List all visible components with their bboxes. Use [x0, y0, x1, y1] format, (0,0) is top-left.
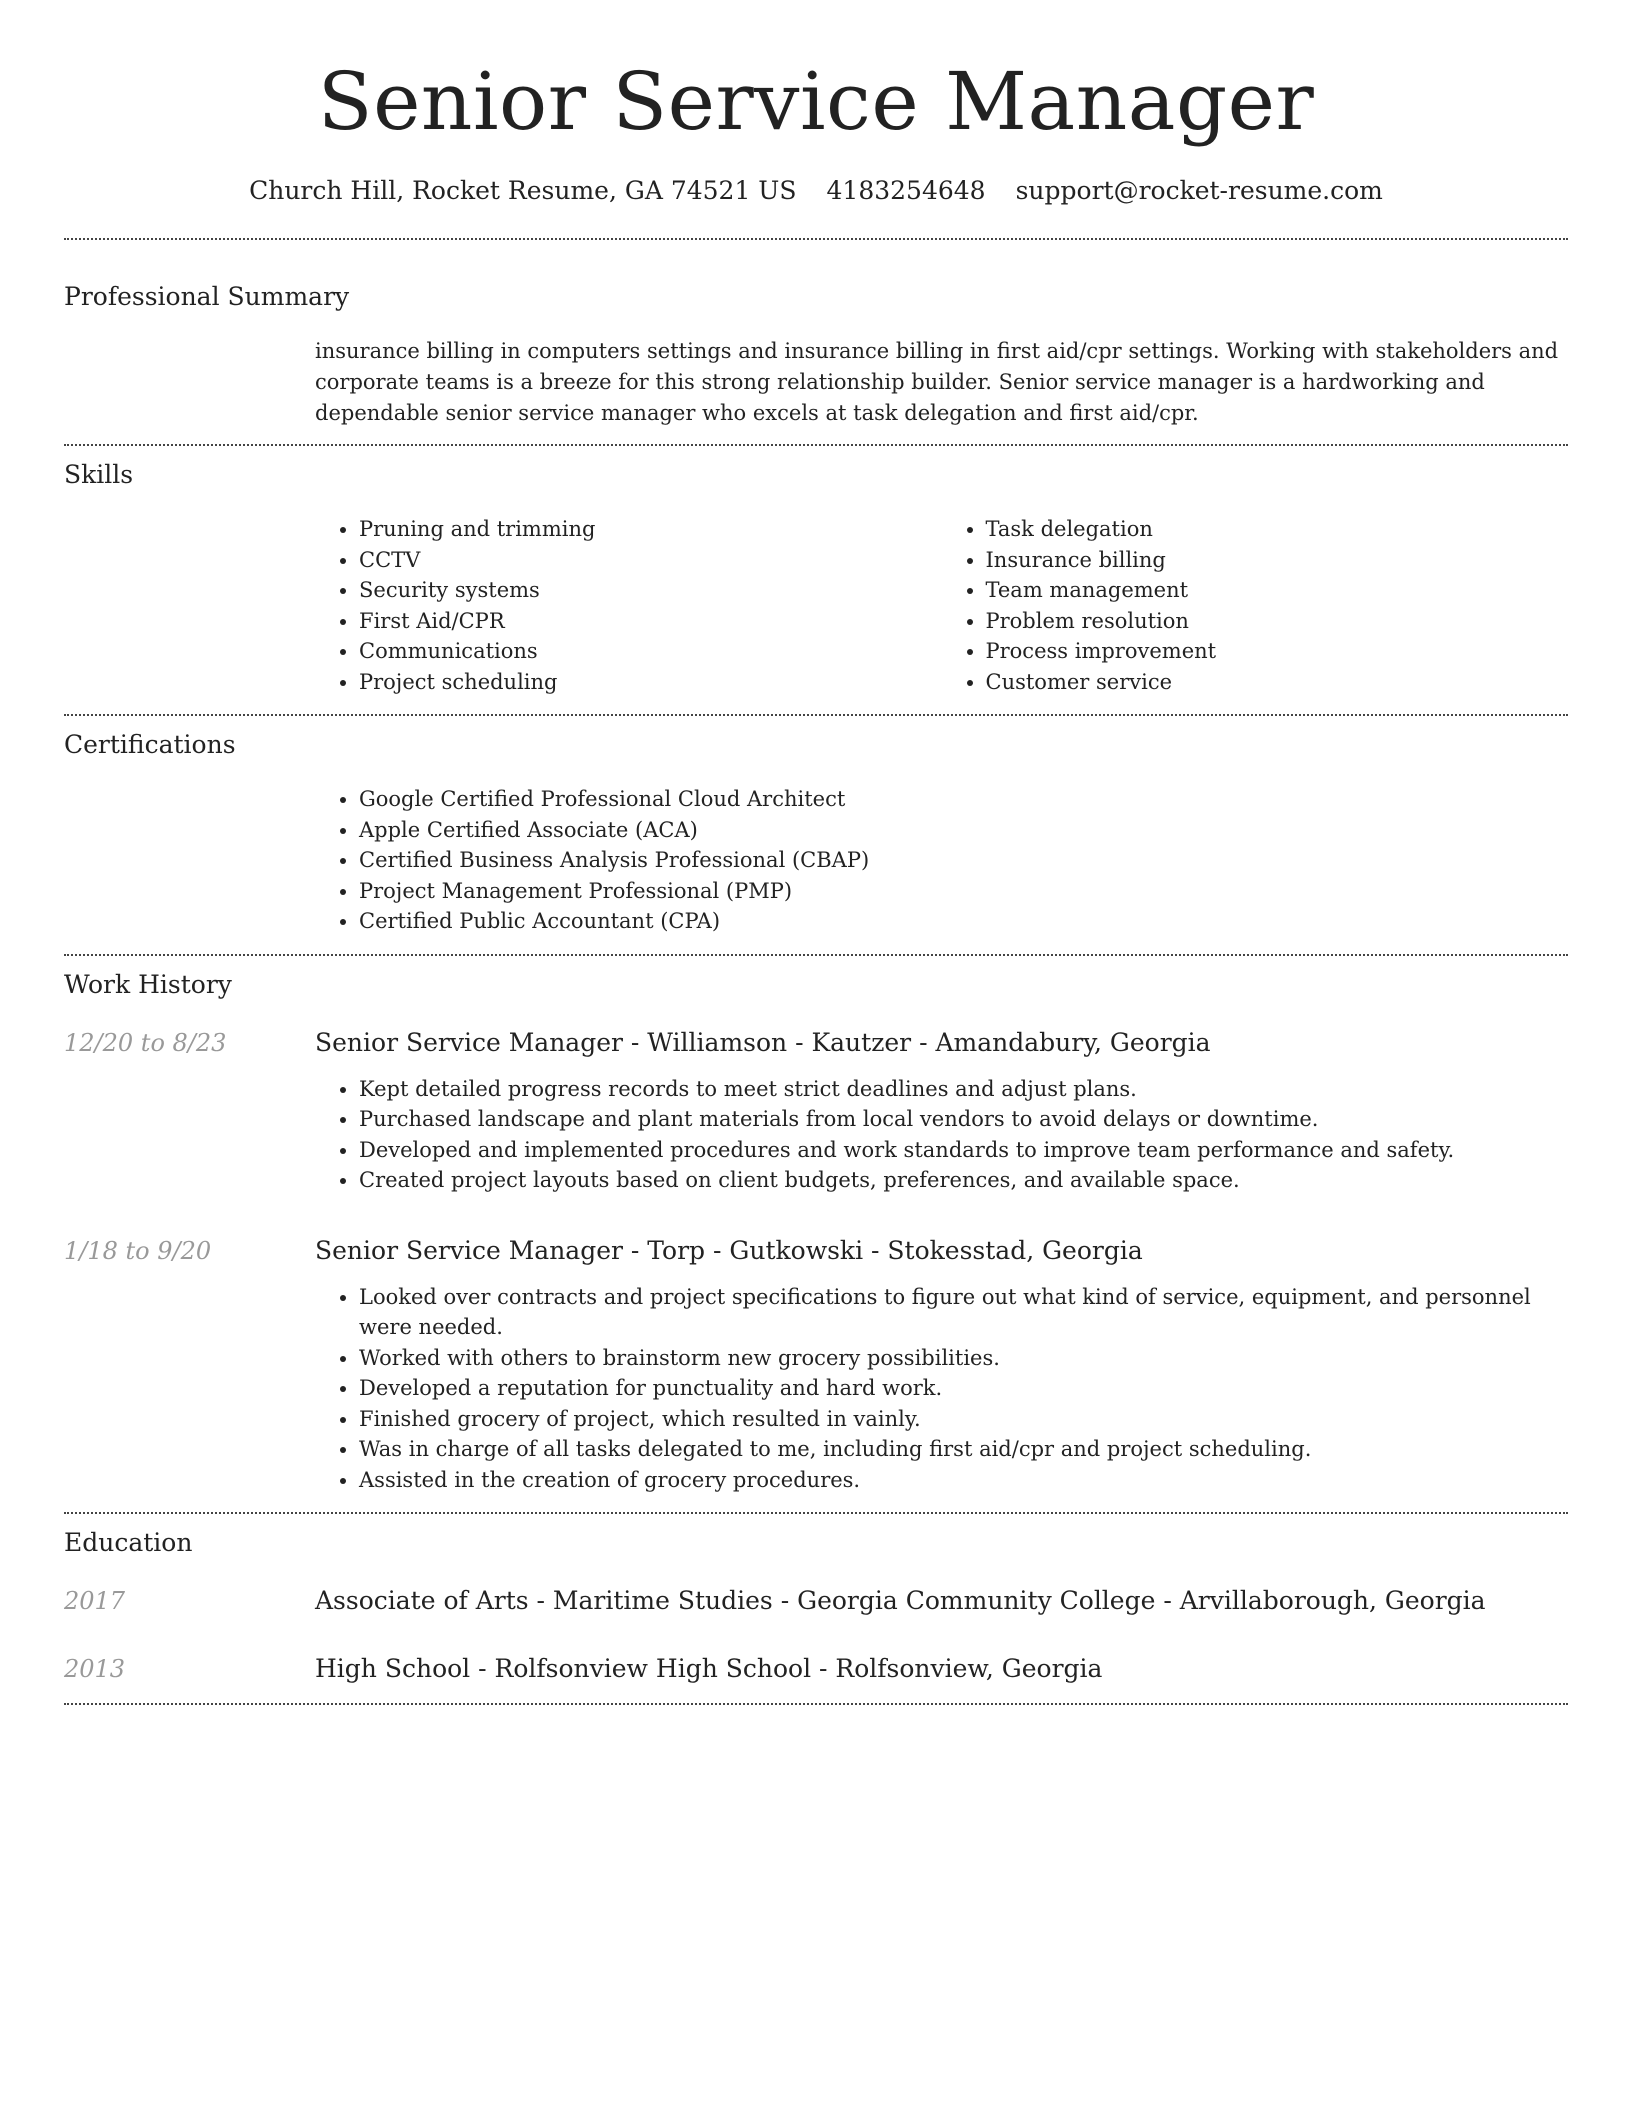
skill-item: • Process improvement [986, 636, 1569, 667]
job-title: Senior Service Manager - Williamson - Kautzer - Amandabury, Georgia [315, 1027, 1211, 1057]
job-bullet: • Finished grocery of project, which resulted in vainly. [359, 1404, 1568, 1435]
contact-line [64, 174, 1568, 208]
job-bullets [315, 1074, 1568, 1196]
certifications-list [315, 784, 1568, 937]
job-bullet: • Looked over contracts and project specifications to figure out what kind of service, equipment, and personnel were needed. [359, 1282, 1568, 1343]
education-title: Education [64, 1528, 193, 1557]
skills-section [64, 446, 1568, 714]
education-year: 2013 [64, 1655, 126, 1683]
job-dates: 12/20 to 8/23 [64, 1028, 227, 1057]
education-degree: Associate of Arts - Maritime Studies [315, 1586, 773, 1615]
certification-item: • Certified Business Analysis Professional (CBAP) [359, 845, 1568, 876]
education-degree: High School [315, 1654, 471, 1683]
candidate-name: Senior Service Manager [317, 55, 1315, 148]
job-entry [64, 1026, 1568, 1196]
job-bullet: • Was in charge of all tasks delegated to me, including first aid/cpr and project scheduling. [359, 1434, 1568, 1465]
skill-item: • Pruning and trimming [359, 514, 942, 545]
job-bullet: • Created project layouts based on client budgets, preferences, and available space. [359, 1165, 1568, 1196]
education-school: Georgia Community College - Arvillaborough, Georgia [797, 1586, 1486, 1615]
skill-item: • Communications [359, 636, 942, 667]
skill-item: • Problem resolution [986, 606, 1569, 637]
skill-item: • Project scheduling [359, 667, 942, 698]
skill-item: • Insurance billing [986, 545, 1569, 576]
job-entry [64, 1234, 1568, 1496]
contact-address: Church Hill, Rocket Resume, GA 74521 US [249, 176, 797, 205]
certifications-section [64, 716, 1568, 954]
contact-phone: 4183254648 [826, 176, 986, 205]
certification-item: • Apple Certified Associate (ACA) [359, 815, 1568, 846]
education-section [64, 1514, 1568, 1703]
work-title: Work History [64, 969, 232, 999]
education-divider [64, 1703, 1568, 1705]
education-entry: 2013 High School - Rolfsonview High School - Rolfsonview, Georgia [64, 1652, 1568, 1686]
summary-text: insurance billing in computers settings and insurance billing in first aid/cpr settings. Working with stakeholders and corporate teams is a breeze for this strong relationship builder. Senior service manager is a hardworking and dependable senior service manager who excels at task delegation and first aid/cpr. [315, 339, 1559, 425]
skill-item: • First Aid/CPR [359, 606, 942, 637]
job-bullet: • Developed and implemented procedures and work standards to improve team performance and safety. [359, 1135, 1568, 1166]
skill-item: • Security systems [359, 575, 942, 606]
job-title: Senior Service Manager - Torp - Gutkowski - Stokesstad, Georgia [315, 1235, 1143, 1265]
summary-title: Professional Summary [64, 282, 350, 311]
certifications-title: Certifications [64, 730, 236, 759]
job-bullets [315, 1282, 1568, 1496]
skills-title: Skills [64, 460, 134, 489]
skill-item: • Task delegation [986, 514, 1569, 545]
education-year: 2017 [64, 1587, 126, 1615]
skill-item: • Customer service [986, 667, 1569, 698]
certification-item: • Certified Public Accountant (CPA) [359, 906, 1568, 937]
education-school: Rolfsonview High School - Rolfsonview, Georgia [494, 1654, 1103, 1683]
job-bullet: • Assisted in the creation of grocery procedures. [359, 1465, 1568, 1496]
contact-email: support@rocket-resume.com [1015, 176, 1383, 205]
skill-item: • CCTV [359, 545, 942, 576]
job-bullet: • Purchased landscape and plant materials from local vendors to avoid delays or downtime. [359, 1104, 1568, 1135]
certification-item: • Project Management Professional (PMP) [359, 876, 1568, 907]
job-bullet: • Developed a reputation for punctuality and hard work. [359, 1373, 1568, 1404]
skill-item: • Team management [986, 575, 1569, 606]
education-entry: 2017 Associate of Arts - Maritime Studies - Georgia Community College - Arvillaborough, Georgia [64, 1584, 1568, 1618]
certification-item: • Google Certified Professional Cloud Architect [359, 784, 1568, 815]
resume-header [64, 0, 1568, 208]
job-bullet: • Worked with others to brainstorm new grocery possibilities. [359, 1343, 1568, 1374]
job-bullet: • Kept detailed progress records to meet strict deadlines and adjust plans. [359, 1074, 1568, 1105]
job-dates: 1/18 to 9/20 [64, 1236, 212, 1265]
skills-grid [315, 514, 1568, 697]
summary-section [64, 240, 1568, 444]
skills-list-right [942, 514, 1569, 697]
skills-list-left [315, 514, 942, 697]
work-section [64, 956, 1568, 1513]
